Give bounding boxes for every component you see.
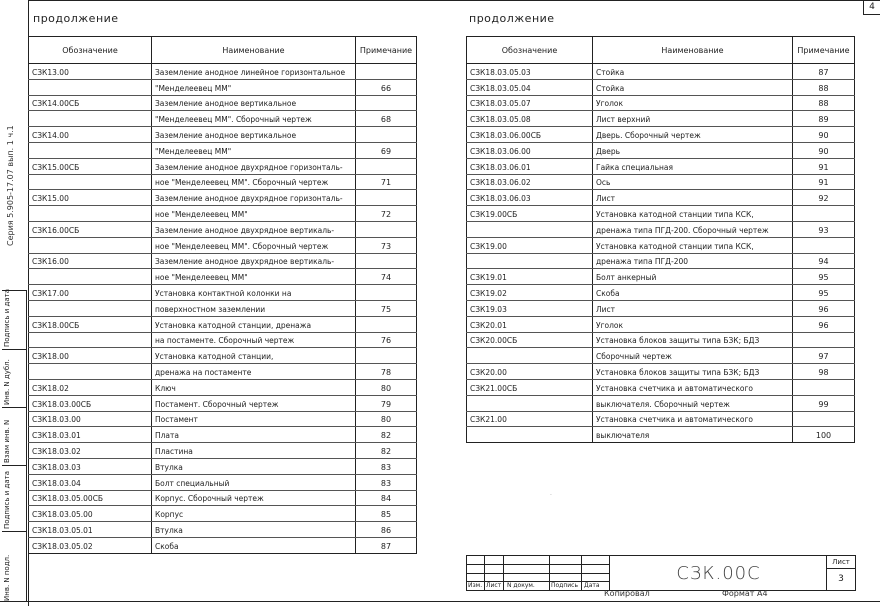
note-cell: 68 <box>356 111 417 127</box>
note-cell: 95 <box>793 285 855 301</box>
designation-cell: СЗК18.00 <box>29 348 152 364</box>
note-cell <box>356 221 417 237</box>
sheet-cell <box>826 556 855 590</box>
designation-cell <box>29 237 152 253</box>
table-row <box>29 64 417 80</box>
side-stamp-label: Инв. N подл. <box>3 554 11 601</box>
designation-cell: СЗК20.00 <box>467 364 593 380</box>
note-cell: 75 <box>356 300 417 316</box>
note-cell: 82 <box>356 443 417 459</box>
name-cell: Скоба <box>152 537 356 553</box>
sheet-label: Лист <box>827 556 855 569</box>
table-row <box>467 364 855 380</box>
table-row <box>467 316 855 332</box>
note-header: Примечание <box>793 37 855 64</box>
table-row <box>467 285 855 301</box>
note-cell <box>356 127 417 143</box>
note-cell: 95 <box>793 269 855 285</box>
table-row <box>29 506 417 522</box>
name-cell: выключателя. Сборочный чертеж <box>593 395 793 411</box>
table-row <box>29 379 417 395</box>
name-cell: Лист <box>593 300 793 316</box>
table-row <box>29 142 417 158</box>
designation-cell: СЗК18.03.02 <box>29 443 152 459</box>
table-row <box>467 221 855 237</box>
designation-cell: СЗК18.03.04 <box>29 474 152 490</box>
note-cell: 82 <box>356 427 417 443</box>
designation-cell: СЗК18.03.01 <box>29 427 152 443</box>
table-row <box>467 127 855 143</box>
designation-cell: СЗК19.00 <box>467 237 593 253</box>
table-row <box>467 64 855 80</box>
note-cell: 99 <box>793 395 855 411</box>
revision-grid <box>467 556 609 590</box>
name-cell: Гайка специальная <box>593 158 793 174</box>
note-header: Примечание <box>356 37 417 64</box>
name-cell: Корпус. Сборочный чертеж <box>152 490 356 506</box>
table-row <box>29 316 417 332</box>
note-cell: 83 <box>356 458 417 474</box>
side-stamp-cell <box>2 531 26 603</box>
name-cell: Заземление анодное двухрядное вертикаль- <box>152 253 356 269</box>
document-code: СЗК.00С <box>609 556 827 590</box>
table-header-row <box>467 37 855 64</box>
side-stamp-cell <box>2 291 26 350</box>
designation-cell: СЗК18.03.05.01 <box>29 522 152 538</box>
designation-cell <box>29 300 152 316</box>
note-cell: 90 <box>793 127 855 143</box>
table-row <box>29 95 417 111</box>
table-row <box>467 427 855 443</box>
note-cell: 94 <box>793 253 855 269</box>
note-cell: 88 <box>793 79 855 95</box>
grid-line <box>503 556 504 590</box>
side-stamp-label: Подпись и дата <box>3 471 11 529</box>
title-block <box>466 555 856 591</box>
name-header: Наименование <box>593 37 793 64</box>
note-cell <box>356 316 417 332</box>
name-cell: ное "Менделеевец ММ". Сборочный чертеж <box>152 237 356 253</box>
designation-cell: СЗК16.00СБ <box>29 221 152 237</box>
designation-cell: СЗК19.03 <box>467 300 593 316</box>
designation-cell <box>29 332 152 348</box>
right-spec-table <box>466 36 855 443</box>
name-cell: Заземление анодное двухрядное горизонталь- <box>152 158 356 174</box>
right-continuation-label: продолжение <box>469 12 555 25</box>
designation-cell: СЗК20.00СБ <box>467 332 593 348</box>
name-cell: "Менделеевец ММ" <box>152 79 356 95</box>
side-stamp-cell <box>2 349 26 408</box>
table-row <box>467 158 855 174</box>
table-row <box>467 190 855 206</box>
name-cell: "Менделеевец ММ" <box>152 142 356 158</box>
note-cell <box>793 237 855 253</box>
name-cell: Стойка <box>593 79 793 95</box>
table-row <box>29 348 417 364</box>
designation-cell: СЗК15.00СБ <box>29 158 152 174</box>
table-row <box>467 269 855 285</box>
side-stamp <box>2 290 27 602</box>
grid-line <box>549 556 550 590</box>
table-row <box>29 395 417 411</box>
designation-cell <box>29 269 152 285</box>
name-cell: Плата <box>152 427 356 443</box>
copied-by-label: Копировал <box>604 589 650 598</box>
designation-cell: СЗК18.03.05.07 <box>467 95 593 111</box>
designation-cell: СЗК18.03.05.00 <box>29 506 152 522</box>
designation-cell <box>29 111 152 127</box>
side-stamp-label: Взам инв. N <box>3 419 11 463</box>
table-row <box>467 174 855 190</box>
name-cell: дренажа на постаменте <box>152 364 356 380</box>
designation-cell: СЗК18.03.05.08 <box>467 111 593 127</box>
note-cell: 84 <box>356 490 417 506</box>
note-cell: 85 <box>356 506 417 522</box>
table-row <box>467 142 855 158</box>
name-cell: Установка катодной станции типа КСК, <box>593 237 793 253</box>
side-stamp-label: Инв. N дубл. <box>3 359 11 405</box>
name-cell: ное "Менделеевец ММ" <box>152 269 356 285</box>
note-cell <box>793 332 855 348</box>
name-cell: Постамент. Сборочный чертеж <box>152 395 356 411</box>
name-cell: Заземление анодное вертикальное <box>152 95 356 111</box>
note-cell: 96 <box>793 316 855 332</box>
table-row <box>467 348 855 364</box>
designation-cell: СЗК18.03.05.02 <box>29 537 152 553</box>
note-cell: 91 <box>793 158 855 174</box>
table-row <box>29 458 417 474</box>
note-cell <box>356 348 417 364</box>
designation-cell: СЗК19.01 <box>467 269 593 285</box>
name-cell: Втулка <box>152 458 356 474</box>
note-cell <box>356 64 417 80</box>
format-label: Формат А4 <box>722 589 768 598</box>
table-row <box>467 111 855 127</box>
designation-cell: СЗК18.03.06.00 <box>467 142 593 158</box>
designation-cell <box>467 427 593 443</box>
table-row <box>29 206 417 222</box>
name-cell: выключателя <box>593 427 793 443</box>
table-row <box>29 237 417 253</box>
name-cell: Ось <box>593 174 793 190</box>
name-cell: Корпус <box>152 506 356 522</box>
designation-cell: СЗК18.03.05.04 <box>467 79 593 95</box>
note-cell <box>793 379 855 395</box>
table-header-row <box>29 37 417 64</box>
note-cell: 100 <box>793 427 855 443</box>
grid-line <box>484 556 485 590</box>
designation-cell: СЗК17.00 <box>29 285 152 301</box>
date-col-label: Дата <box>584 582 600 589</box>
note-cell: 89 <box>793 111 855 127</box>
designation-cell: СЗК18.03.06.02 <box>467 174 593 190</box>
table-row <box>29 474 417 490</box>
note-cell: 97 <box>793 348 855 364</box>
designation-cell: СЗК13.00 <box>29 64 152 80</box>
designation-cell: СЗК14.00СБ <box>29 95 152 111</box>
designation-cell: СЗК18.03.05.00СБ <box>29 490 152 506</box>
name-cell: Сборочный чертеж <box>593 348 793 364</box>
name-cell: Дверь. Сборочный чертеж <box>593 127 793 143</box>
note-cell <box>356 95 417 111</box>
table-row <box>467 79 855 95</box>
designation-cell <box>29 174 152 190</box>
designation-cell: СЗК16.00 <box>29 253 152 269</box>
note-cell: 83 <box>356 474 417 490</box>
table-row <box>29 490 417 506</box>
name-cell: Болт анкерный <box>593 269 793 285</box>
note-cell: 87 <box>356 537 417 553</box>
note-cell <box>356 190 417 206</box>
note-cell: 69 <box>356 142 417 158</box>
designation-cell: СЗК18.03.06.01 <box>467 158 593 174</box>
name-cell: "Менделеевец ММ". Сборочный чертеж <box>152 111 356 127</box>
designation-cell <box>29 142 152 158</box>
note-cell: 73 <box>356 237 417 253</box>
note-cell: 92 <box>793 190 855 206</box>
left-continuation-label: продолжение <box>33 12 119 25</box>
name-cell: Заземление анодное линейное горизонтальное <box>152 64 356 80</box>
table-row <box>29 269 417 285</box>
designation-cell <box>467 348 593 364</box>
name-cell: поверхностном заземлении <box>152 300 356 316</box>
name-cell: Установка контактной колонки на <box>152 285 356 301</box>
revision-col-label: Изм. <box>468 582 483 589</box>
grid-line <box>467 573 609 574</box>
designation-cell <box>29 79 152 95</box>
table-row <box>29 332 417 348</box>
note-cell: 80 <box>356 379 417 395</box>
grid-line <box>467 564 609 565</box>
table-row <box>29 79 417 95</box>
note-cell: 96 <box>793 300 855 316</box>
name-cell: Ключ <box>152 379 356 395</box>
table-row <box>467 379 855 395</box>
name-cell: дренажа типа ПГД-200 <box>593 253 793 269</box>
note-cell: 80 <box>356 411 417 427</box>
designation-cell: СЗК18.00СБ <box>29 316 152 332</box>
name-cell: Втулка <box>152 522 356 538</box>
name-cell: Скоба <box>593 285 793 301</box>
side-stamp-label: Подпись и дата <box>3 289 11 347</box>
note-cell: 76 <box>356 332 417 348</box>
name-cell: Установка катодной станции, <box>152 348 356 364</box>
note-cell <box>793 206 855 222</box>
note-cell <box>356 285 417 301</box>
name-cell: Заземление анодное вертикальное <box>152 127 356 143</box>
name-cell: ное "Менделеевец ММ" <box>152 206 356 222</box>
table-row <box>29 411 417 427</box>
name-cell: Установка катодной станции типа КСК, <box>593 206 793 222</box>
note-cell: 86 <box>356 522 417 538</box>
designation-cell: СЗК18.03.05.03 <box>467 64 593 80</box>
table-row <box>29 285 417 301</box>
name-cell: Заземление анодное двухрядное горизонталь- <box>152 190 356 206</box>
table-row <box>29 253 417 269</box>
table-row <box>29 174 417 190</box>
designation-cell: СЗК14.00 <box>29 127 152 143</box>
designation-cell: СЗК19.02 <box>467 285 593 301</box>
name-cell: Дверь <box>593 142 793 158</box>
table-row <box>29 221 417 237</box>
table-row <box>29 300 417 316</box>
table-row <box>29 190 417 206</box>
table-row <box>29 443 417 459</box>
name-header: Наименование <box>152 37 356 64</box>
designation-cell: СЗК18.03.00СБ <box>29 395 152 411</box>
name-cell: Установка блоков защиты типа БЗК; БДЗ <box>593 332 793 348</box>
table-row <box>29 427 417 443</box>
table-row <box>467 237 855 253</box>
designation-cell: СЗК18.03.06.03 <box>467 190 593 206</box>
note-cell: 91 <box>793 174 855 190</box>
note-cell: 88 <box>793 95 855 111</box>
table-row <box>467 395 855 411</box>
table-row <box>29 127 417 143</box>
designation-cell <box>467 253 593 269</box>
designation-cell: СЗК20.01 <box>467 316 593 332</box>
note-cell <box>793 411 855 427</box>
table-row <box>467 332 855 348</box>
note-cell: 72 <box>356 206 417 222</box>
table-row <box>467 95 855 111</box>
grid-line <box>581 556 582 590</box>
table-row <box>29 522 417 538</box>
table-row <box>467 300 855 316</box>
name-cell: Болт специальный <box>152 474 356 490</box>
doc-number-col-label: N докум. <box>507 582 535 589</box>
name-cell: Пластина <box>152 443 356 459</box>
table-row <box>467 253 855 269</box>
table-row <box>467 411 855 427</box>
designation-cell: СЗК19.00СБ <box>467 206 593 222</box>
name-cell: ное "Менделеевец ММ". Сборочный чертеж <box>152 174 356 190</box>
designation-cell: СЗК21.00СБ <box>467 379 593 395</box>
name-cell: Заземление анодное двухрядное вертикаль- <box>152 221 356 237</box>
note-cell: 87 <box>793 64 855 80</box>
table-row <box>29 364 417 380</box>
table-row <box>467 206 855 222</box>
note-cell: 66 <box>356 79 417 95</box>
name-cell: Уголок <box>593 316 793 332</box>
signature-col-label: Подпись <box>551 582 578 589</box>
designation-cell: СЗК18.03.00 <box>29 411 152 427</box>
name-cell: Установка катодной станции, дренажа <box>152 316 356 332</box>
series-label: Серия 5.905-17.07 вып. 1 ч.1 <box>6 125 15 246</box>
side-stamp-cell <box>2 465 26 532</box>
designation-cell <box>29 206 152 222</box>
designation-cell: СЗК15.00 <box>29 190 152 206</box>
name-cell: Постамент <box>152 411 356 427</box>
name-cell: Лист верхний <box>593 111 793 127</box>
designation-cell: СЗК18.03.06.00СБ <box>467 127 593 143</box>
designation-cell <box>467 395 593 411</box>
sheet-col-label: Лист <box>486 582 502 589</box>
designation-header: Обозначение <box>467 37 593 64</box>
name-cell: Установка блоков защиты типа БЗК; БДЗ <box>593 364 793 380</box>
frame-bottom-border <box>0 601 880 602</box>
note-cell: 98 <box>793 364 855 380</box>
frame-top-border <box>28 0 880 1</box>
name-cell: дренажа типа ПГД-200. Сборочный чертеж <box>593 221 793 237</box>
left-spec-table <box>28 36 417 554</box>
table-row <box>29 111 417 127</box>
note-cell: 74 <box>356 269 417 285</box>
name-cell: Установка счетчика и автоматического <box>593 379 793 395</box>
designation-cell: СЗК21.00 <box>467 411 593 427</box>
table-row <box>29 158 417 174</box>
note-cell: 71 <box>356 174 417 190</box>
table-row <box>29 537 417 553</box>
name-cell: Лист <box>593 190 793 206</box>
note-cell <box>356 158 417 174</box>
name-cell: Стойка <box>593 64 793 80</box>
name-cell: Установка счетчика и автоматического <box>593 411 793 427</box>
designation-cell <box>29 364 152 380</box>
sheet-number: 4 <box>863 0 880 15</box>
designation-cell <box>467 221 593 237</box>
sheet-value: 3 <box>838 574 844 584</box>
note-cell: 93 <box>793 221 855 237</box>
note-cell: 78 <box>356 364 417 380</box>
note-cell <box>356 253 417 269</box>
scan-speck: · <box>550 492 552 499</box>
designation-cell: СЗК18.03.03 <box>29 458 152 474</box>
designation-cell: СЗК18.02 <box>29 379 152 395</box>
side-stamp-cell <box>2 407 26 466</box>
designation-header: Обозначение <box>29 37 152 64</box>
note-cell: 79 <box>356 395 417 411</box>
name-cell: Уголок <box>593 95 793 111</box>
name-cell: на постаменте. Сборочный чертеж <box>152 332 356 348</box>
note-cell: 90 <box>793 142 855 158</box>
